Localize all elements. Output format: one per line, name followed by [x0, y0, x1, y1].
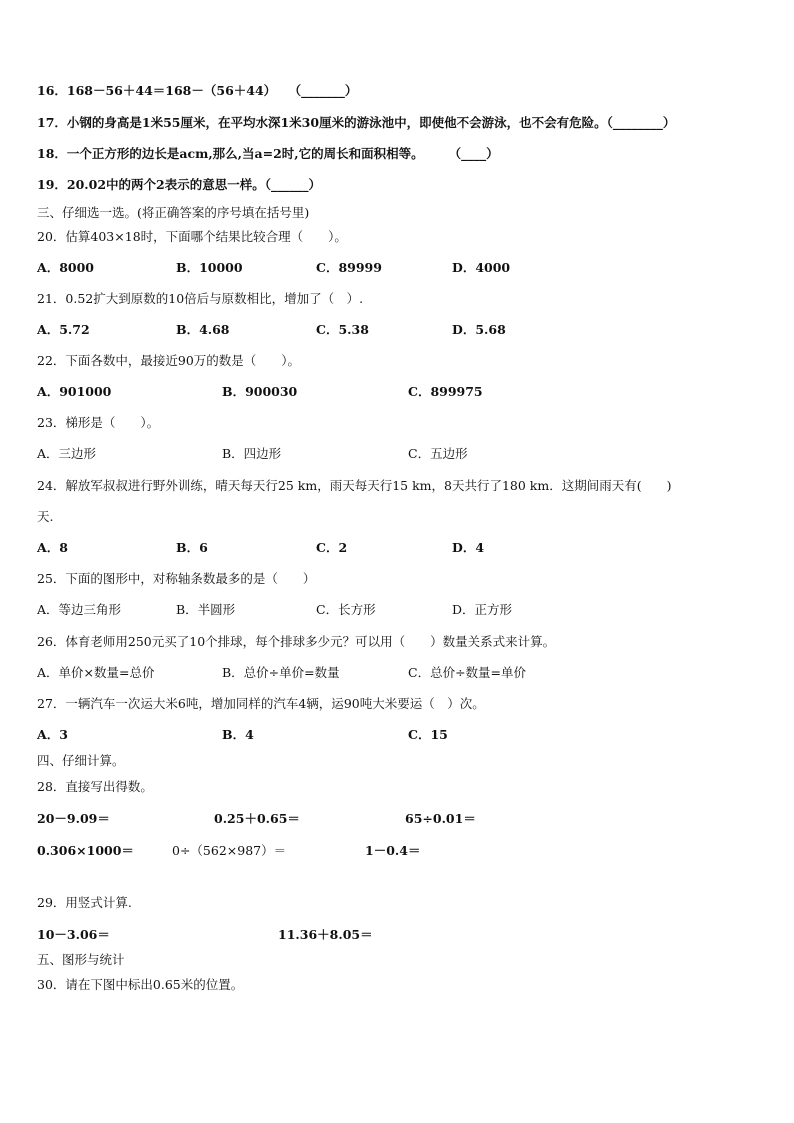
- q25-option-a: A．等边三角形: [37, 602, 122, 617]
- q27-option-c: C．15: [408, 727, 448, 742]
- q23-option-b: B．四边形: [222, 446, 282, 461]
- q23-option-c: C．五边形: [408, 446, 468, 461]
- vertical-calc-item: 10－3.06＝: [37, 927, 110, 942]
- question-22: 22．下面各数中，最接近90万的数是（ ）。: [37, 353, 301, 368]
- calc-item: 1－0.4＝: [365, 843, 421, 858]
- q23-option-a: A．三边形: [37, 446, 97, 461]
- q24-option-c: C．2: [316, 540, 348, 555]
- q21-option-b: B．4.68: [176, 322, 230, 337]
- question-20: 20．估算403×18时，下面哪个结果比较合理（ ）。: [37, 229, 347, 244]
- question-16: 16．168－56＋44＝168－（56＋44） （_______）: [37, 83, 358, 98]
- question-24-continued: 天.: [37, 509, 54, 524]
- calc-item: 0.25＋0.65＝: [214, 811, 300, 826]
- question-28: 28．直接写出得数。: [37, 779, 153, 794]
- q26-option-c: C．总价÷数量=单价: [408, 665, 527, 680]
- calc-item: 0÷（562×987）＝: [172, 843, 287, 858]
- q26-option-a: A．单价×数量=总价: [37, 665, 155, 680]
- q21-option-c: C．5.38: [316, 322, 369, 337]
- q27-option-b: B．4: [222, 727, 254, 742]
- calc-item: 65÷0.01＝: [405, 811, 476, 826]
- q27-option-a: A．3: [37, 727, 68, 742]
- question-21: 21．0.52扩大到原数的10倍后与原数相比，增加了（ ）.: [37, 291, 364, 306]
- question-27: 27．一辆汽车一次运大米6吨，增加同样的汽车4辆，运90吨大米要运（ ）次。: [37, 696, 485, 711]
- question-17: 17．小钢的身高是1米55厘米，在平均水深1米30厘米的游泳池中，即使他不会游泳，也不会有危险。（________）: [37, 115, 676, 130]
- vertical-calc-item: 11.36＋8.05＝: [278, 927, 373, 942]
- q22-option-c: C．899975: [408, 384, 483, 399]
- q25-option-c: C．长方形: [316, 602, 376, 617]
- q21-option-a: A．5.72: [37, 322, 90, 337]
- q22-option-a: A．901000: [37, 384, 112, 399]
- q20-option-b: B．10000: [176, 260, 243, 275]
- q25-option-d: D．正方形: [452, 602, 513, 617]
- q20-option-a: A．8000: [37, 260, 94, 275]
- question-23: 23．梯形是（ ）。: [37, 415, 160, 430]
- q21-option-d: D．5.68: [452, 322, 506, 337]
- section-3-heading: 三、仔细选一选。(将正确答案的序号填在括号里): [37, 205, 310, 220]
- section-4-heading: 四、仔细计算。: [37, 753, 125, 768]
- section-5-heading: 五、图形与统计: [37, 952, 125, 967]
- question-29: 29．用竖式计算.: [37, 895, 132, 910]
- q25-option-b: B．半圆形: [176, 602, 236, 617]
- q24-option-b: B．6: [176, 540, 208, 555]
- q20-option-d: D．4000: [452, 260, 511, 275]
- q24-option-a: A．8: [37, 540, 68, 555]
- q22-option-b: B．900030: [222, 384, 298, 399]
- question-19: 19．20.02中的两个2表示的意思一样。（______）: [37, 177, 321, 192]
- question-25: 25．下面的图形中，对称轴条数最多的是（ ）: [37, 571, 316, 586]
- q26-option-b: B．总价÷单价=数量: [222, 665, 340, 680]
- question-18: 18．一个正方形的边长是acm,那么,当a=2时,它的周长和面积相等。 （____）: [37, 146, 499, 161]
- question-24: 24．解放军叔叔进行野外训练，晴天每天行25 km，雨天每天行15 km，8天共行了180 km．这期间雨天有( ): [37, 478, 672, 493]
- calc-item: 20－9.09＝: [37, 811, 110, 826]
- question-26: 26．体育老师用250元买了10个排球，每个排球多少元？可以用（ ）数量关系式来计算。: [37, 634, 556, 649]
- calc-item: 0.306×1000＝: [37, 843, 134, 858]
- q24-option-d: D．4: [452, 540, 485, 555]
- q20-option-c: C．89999: [316, 260, 382, 275]
- question-30: 30．请在下图中标出0.65米的位置。: [37, 977, 244, 992]
